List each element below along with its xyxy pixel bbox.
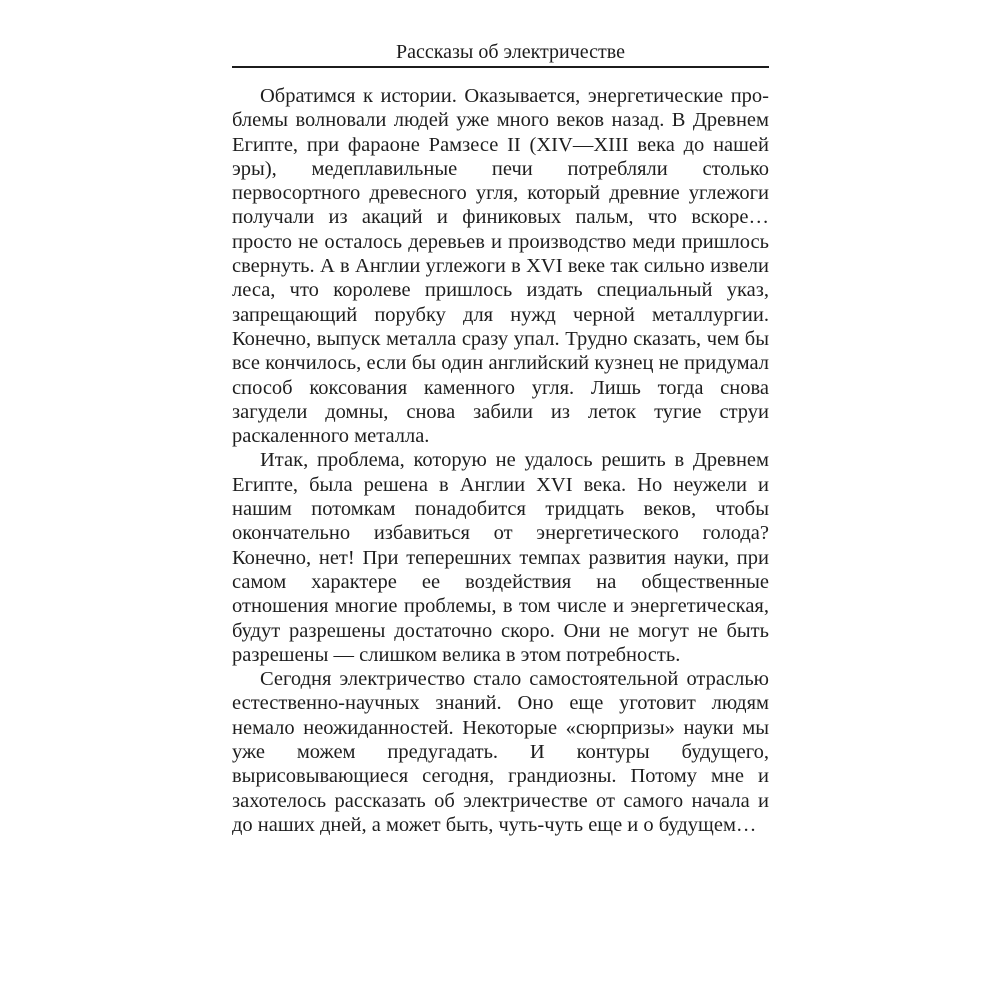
running-head: [232, 38, 769, 68]
paragraph-problem: Итак, проблема, которую не удалось решить в Древнем Египте, была решена в Англии XVI века. Но неужели и нашим потомкам понадобится тридцать веков, чтобы окончательно избавиться от энергетического голода? Конечно, нет! При теперешних темпах развития науки, при самом характере ее воздействия на общественные отношения многие проблемы, в том числе и энергетическая, будут разрешены достаточно скоро. Они не могут не быть разрешены — слишком велика в этом потребность.: [232, 449, 769, 666]
body-text: [232, 84, 769, 837]
paragraph-today: Сегодня электричество стало самостоятельной отраслью естественно-научных знаний. Оно еще уготовит людям немало неожиданностей. Некоторые «сюрпризы» науки мы уже можем предугадать. И контуры будущего, вырисовывающиеся сегодня, грандиозны. Потому мне и захотелось рассказать об электричестве от самого начала и до наших дней, а может быть, чуть-чуть еще и о будущем…: [232, 668, 769, 836]
running-head-title: Рассказы об электричестве: [395, 41, 625, 63]
paragraph-history: Обратимся к истории. Оказывается, энергетические проблемы волновали людей уже много веков назад. В Древнем Египте, при фараоне Рамзесе II (XIV—XIII века до нашей эры), медеплавильные печи потребляли столько первосортного древесного угля, который древние углежоги получали из акаций и финиковых пальм, что вскоре… просто не осталось деревьев и производство меди пришлось свернуть. А в Англии углежоги в XVI веке так сильно извели леса, что королеве пришлось издать специальный указ, запрещающий порубку для нужд черной металлургии. Конечно, выпуск металла сразу упал. Трудно сказать, чем бы все кончилось, если бы один английский кузнец не придумал способ коксования каменного угля. Лишь тогда снова загудели домны, снова забили из леток тугие струи раскаленного металла.: [232, 85, 769, 448]
